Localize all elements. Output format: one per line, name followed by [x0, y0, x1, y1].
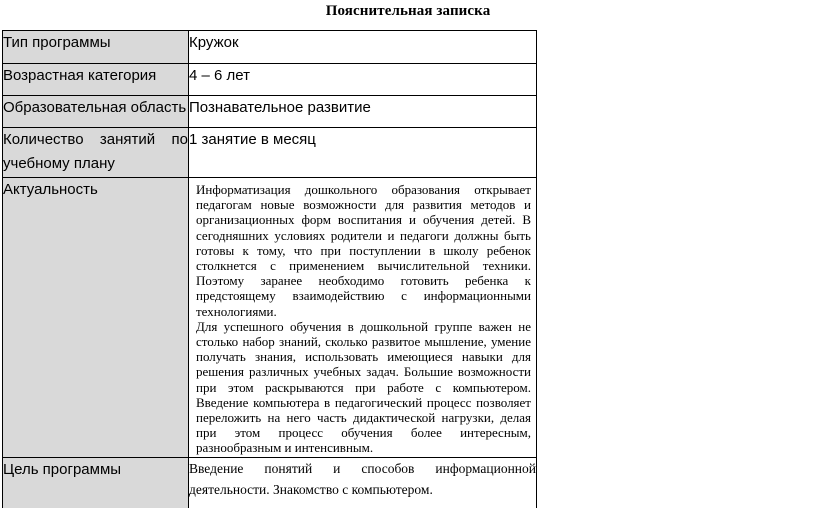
- table-row: [3, 128, 537, 178]
- row-label-age-category: Возрастная категория: [3, 64, 189, 96]
- table-row: [3, 178, 537, 458]
- row-value-program-goal: [189, 458, 537, 508]
- row-label-program-goal: Цель программы: [3, 458, 189, 508]
- row-value-lessons-count: 1 занятие в месяц: [189, 128, 537, 178]
- table-row: [3, 96, 537, 128]
- document-title: Пояснительная записка: [325, 3, 491, 19]
- program-goal-text: Введение понятий и способов информационной деятельности. Знакомство с компьютером.: [189, 461, 536, 497]
- row-value-age-category: 4 – 6 лет: [189, 64, 537, 96]
- row-label-program-type: Тип программы: [3, 31, 189, 64]
- program-info-table: [2, 30, 537, 508]
- row-value-relevance: [189, 178, 537, 458]
- table-row: [3, 458, 537, 508]
- relevance-paragraph-1: Информатизация дошкольного образования открывает педагогам новые возможности для развития методов и организационных форм воспитания и обучения детей. В сегодняшних условиях родители и педагоги должны быть готовы к тому, что при поступлении в школу ребенок столкнется с применением вычислительной техники. Поэтому заранее необходимо готовить ребенка к предстоящему взаимодействию с информационными технологиями.: [196, 182, 531, 319]
- row-label-educational-area: Образовательная область: [3, 96, 189, 128]
- row-value-program-type: Кружок: [189, 31, 537, 64]
- row-value-educational-area: Познавательное развитие: [189, 96, 537, 128]
- row-label-relevance: Актуальность: [3, 178, 189, 458]
- relevance-paragraph-2: Для успешного обучения в дошкольной группе важен не столько набор знаний, сколько развитое мышление, умение получать знания, использовать имеющиеся навыки для решения различных учебных задач. Большие возможности при этом раскрываются при работе с компьютером. Введение компьютера в педагогический процесс позволяет переложить на него часть дидактической нагрузки, делая при этом процесс обучения более интересным, разнообразным и интенсивным.: [196, 318, 531, 456]
- table-row: [3, 64, 537, 96]
- row-label-lessons-count: Количество занятий по учебному плану: [3, 128, 189, 178]
- table-row: [3, 31, 537, 64]
